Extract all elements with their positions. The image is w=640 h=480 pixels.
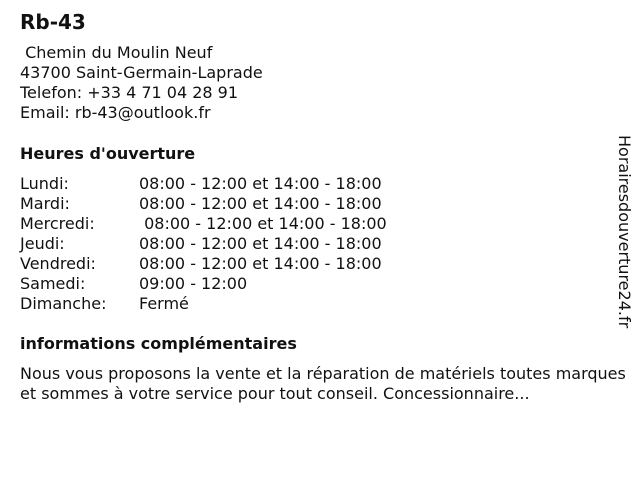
hours-row-vendredi <box>20 254 387 274</box>
brand-watermark: Horairesdouverture24.fr <box>615 135 634 329</box>
hours-day: Lundi: <box>20 174 69 193</box>
phone-number: Telefon: +33 4 71 04 28 91 <box>20 83 239 102</box>
hours-time: 08:00 - 12:00 et 14:00 - 18:00 <box>139 214 387 233</box>
address-street: Chemin du Moulin Neuf <box>20 43 213 62</box>
address-city: 43700 Saint-Germain-Laprade <box>20 63 263 82</box>
hours-time: 08:00 - 12:00 et 14:00 - 18:00 <box>139 234 382 253</box>
hours-day: Vendredi: <box>20 254 96 273</box>
hours-day: Samedi: <box>20 274 86 293</box>
hours-day: Dimanche: <box>20 294 107 313</box>
hours-row-mercredi <box>20 214 387 234</box>
address-block <box>20 43 263 123</box>
hours-row-dimanche <box>20 294 387 314</box>
hours-day: Mardi: <box>20 194 70 213</box>
hours-time: 08:00 - 12:00 et 14:00 - 18:00 <box>139 254 382 273</box>
hours-row-jeudi <box>20 234 387 254</box>
opening-hours-heading: Heures d'ouverture <box>20 144 196 163</box>
additional-info-text: Nous vous proposons la vente et la réparation de matériels toutes marques et sommes à votre service pour tout conseil. Concessionnaire... <box>20 364 626 403</box>
hours-row-lundi <box>20 174 387 194</box>
opening-hours-table <box>20 174 387 314</box>
email-address: Email: rb-43@outlook.fr <box>20 103 211 122</box>
hours-time: 09:00 - 12:00 <box>139 274 248 293</box>
additional-info-heading: informations complémentaires <box>20 334 297 353</box>
hours-day: Jeudi: <box>20 234 65 253</box>
hours-time: 08:00 - 12:00 et 14:00 - 18:00 <box>139 174 382 193</box>
hours-time: 08:00 - 12:00 et 14:00 - 18:00 <box>139 194 382 213</box>
business-name: Rb-43 <box>20 10 86 34</box>
hours-time: Fermé <box>139 294 189 313</box>
hours-row-mardi <box>20 194 387 214</box>
hours-row-samedi <box>20 274 387 294</box>
hours-day: Mercredi: <box>20 214 95 233</box>
